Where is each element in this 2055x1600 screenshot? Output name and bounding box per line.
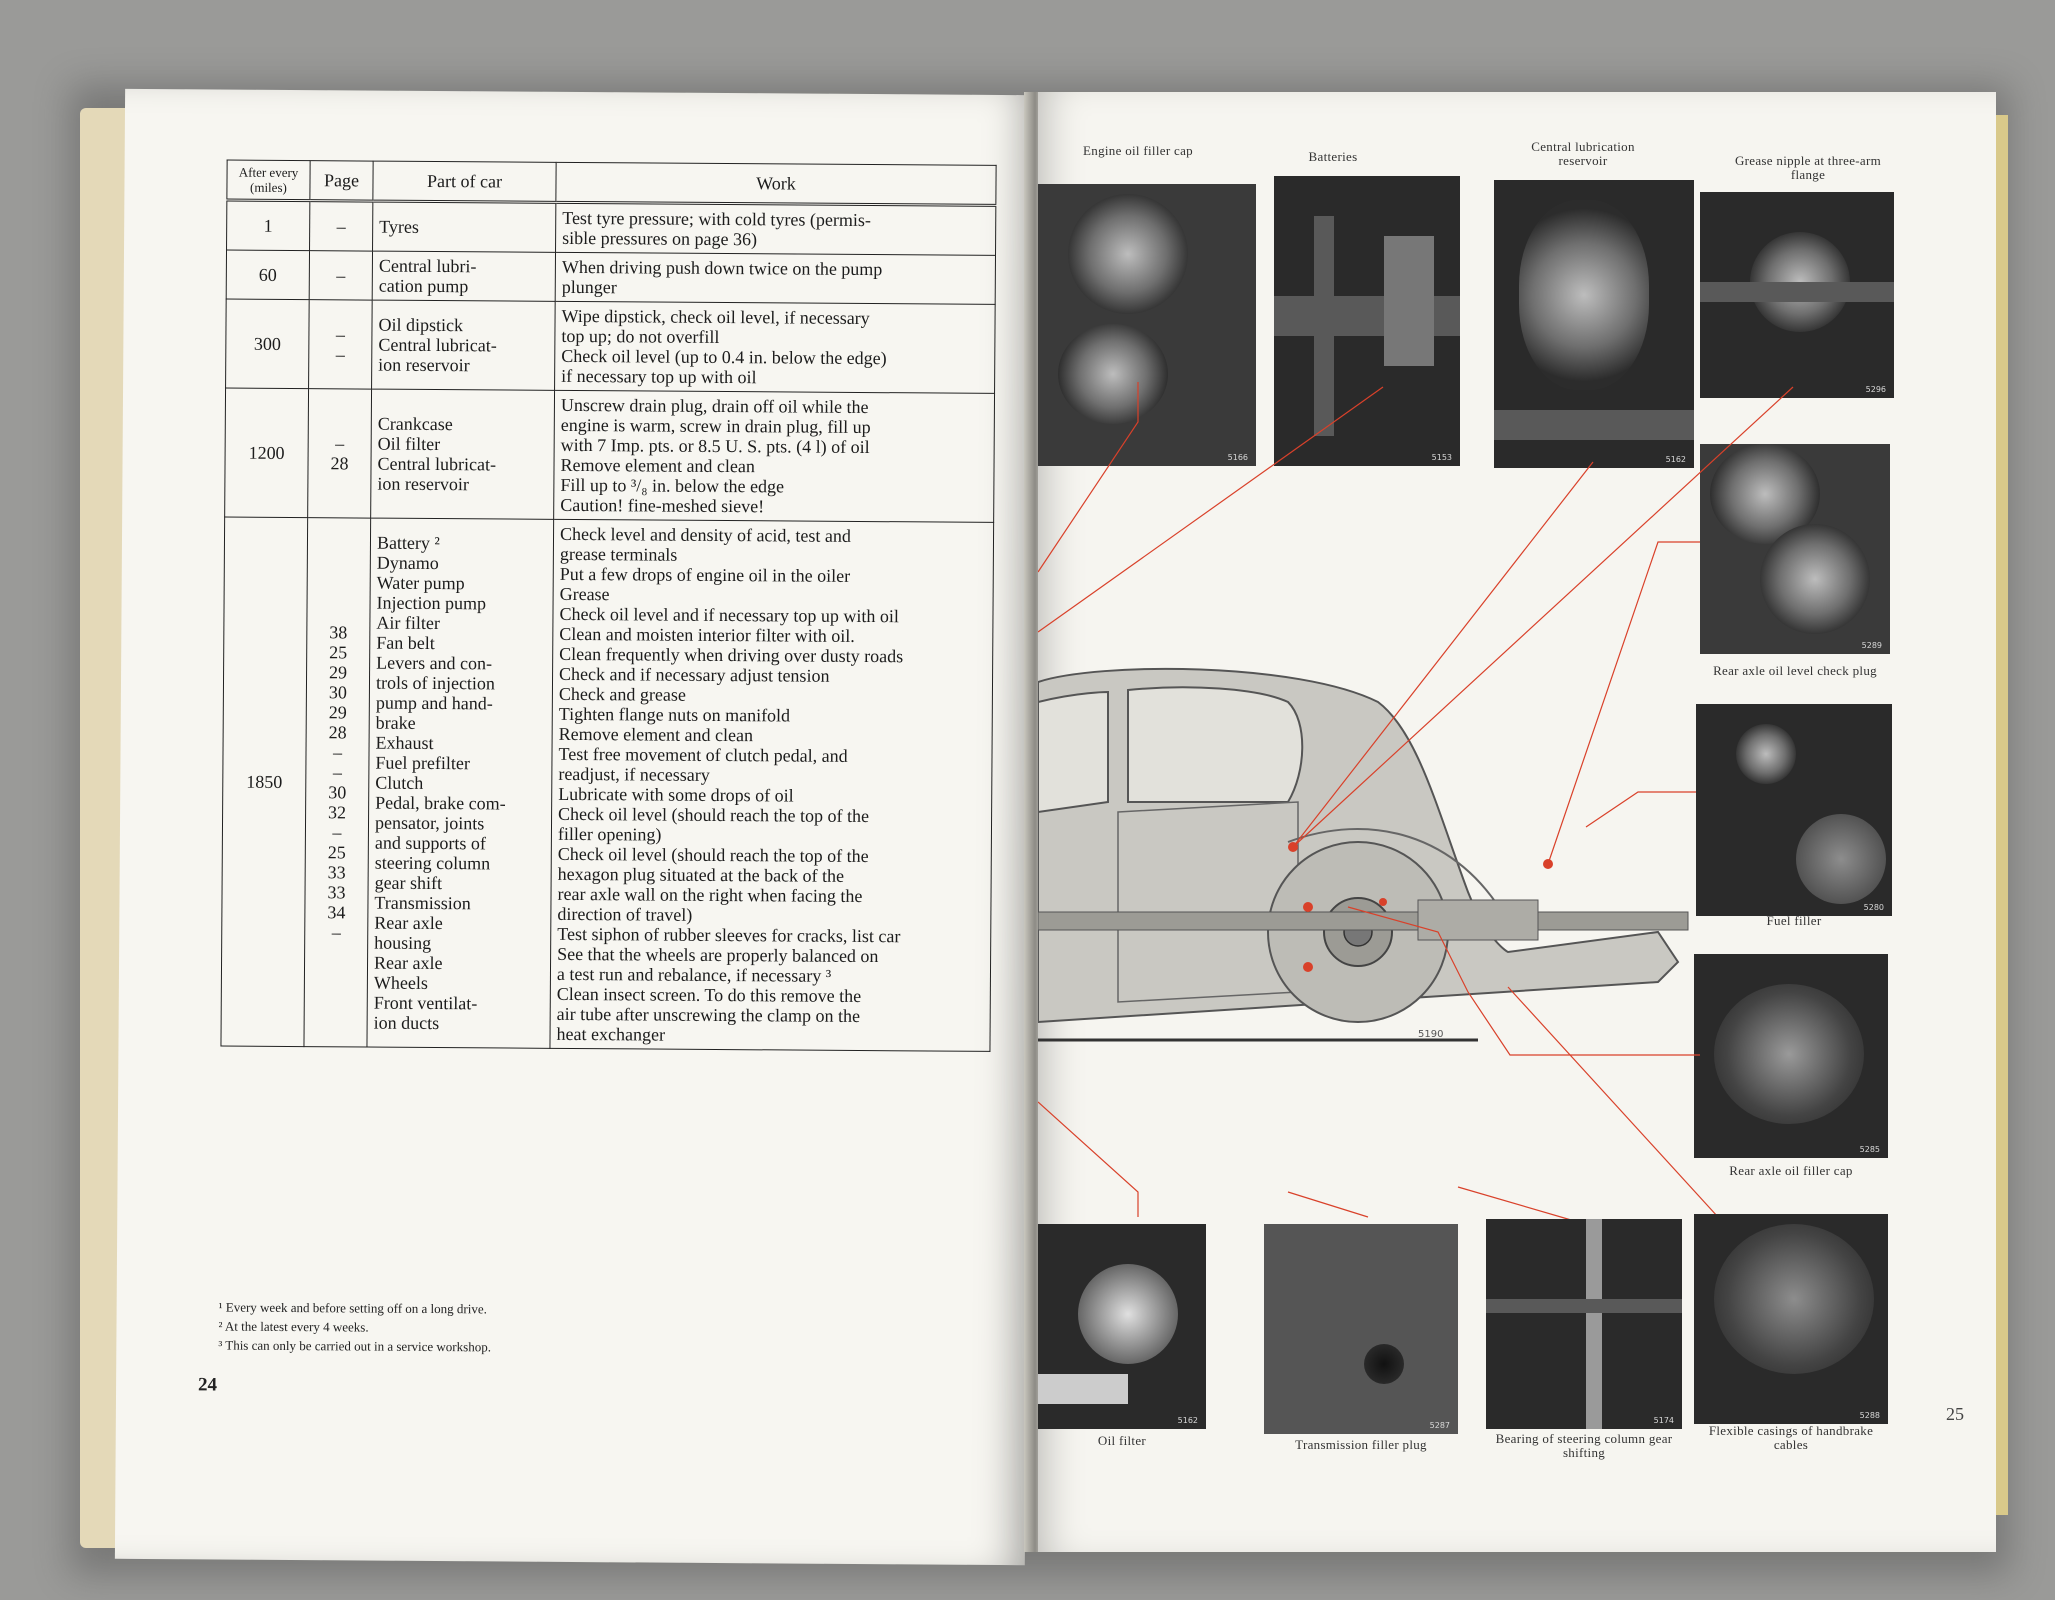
- part-cell-line: pensator, joints: [374, 812, 485, 834]
- work-cell-line: When driving push down twice on the pump: [561, 256, 883, 280]
- photo-oil-filter: 5162: [1038, 1224, 1206, 1429]
- part-cell-line: Crankcase: [377, 413, 453, 435]
- part-cell-line: Fan belt: [376, 632, 435, 654]
- part-cell-line: trols of injection: [375, 672, 496, 694]
- part-cell-line: Water pump: [376, 572, 465, 594]
- work-cell: [555, 252, 995, 304]
- table-row: [221, 517, 994, 1051]
- page-cell: [304, 518, 371, 1047]
- work-cell-line: sible pressures on page 36): [562, 227, 758, 250]
- caption-fuel-filler: Fuel filler: [1766, 913, 1822, 928]
- page-cell: [309, 300, 373, 389]
- work-cell-line: hexagon plug situated at the back of the: [557, 863, 845, 886]
- caption-batteries: Batteries: [1308, 149, 1358, 164]
- part-cell-line: and supports of: [374, 832, 486, 854]
- table-row: [225, 388, 995, 522]
- work-cell-line: Test free movement of clutch pedal, and: [558, 743, 848, 766]
- header-work: Work: [556, 162, 996, 205]
- part-cell-line: Injection pump: [376, 592, 487, 614]
- photo-grease-nipple: 5296: [1700, 192, 1894, 398]
- part-cell-line: Rear axle: [374, 912, 443, 934]
- work-cell-line: air tube after unscrewing the clamp on the: [556, 1003, 861, 1026]
- work-cell-line: a test run and rebalance, if necessary ³: [556, 963, 832, 986]
- part-cell-line: Central lubricat-: [378, 334, 497, 356]
- table-header-row: [227, 160, 996, 205]
- page-cell-line: 32: [328, 802, 347, 823]
- work-cell-line: filler opening): [557, 823, 662, 845]
- work-cell: [556, 202, 996, 255]
- part-cell-line: Front ventilat-: [373, 992, 478, 1014]
- footnote: ¹ Every week and before setting off on a long drive.: [218, 1299, 487, 1317]
- page-cell-line: 28: [328, 722, 347, 743]
- work-cell-line: engine is warm, screw in drain plug, fill up: [560, 414, 871, 438]
- work-cell-line: Test siphon of rubber sleeves for cracks, list car: [557, 923, 901, 947]
- caption-rear-axle-oil-level-check-plug: Rear axle oil level check plug: [1713, 663, 1877, 678]
- page-cell-line: 33: [327, 882, 346, 903]
- footnote: ³ This can only be carried out in a service workshop.: [218, 1337, 492, 1355]
- part-cell-line: Tyres: [379, 216, 419, 237]
- part-cell-line: Wheels: [373, 972, 428, 993]
- part-cell-line: Fuel prefilter: [375, 752, 470, 774]
- part-cell-line: Rear axle: [373, 952, 443, 974]
- work-cell-line: Check oil level and if necessary top up with oil: [559, 603, 899, 627]
- part-cell-line: Oil filter: [377, 433, 441, 455]
- part-cell-line: Central lubricat-: [377, 453, 497, 475]
- interval-cell: 300: [226, 299, 310, 389]
- page-cell-line: –: [331, 922, 341, 943]
- part-cell-line: Clutch: [375, 772, 424, 793]
- page-cell-line: –: [332, 742, 343, 763]
- part-cell: [371, 389, 555, 519]
- caption-grease-nipple: Grease nipple at three-arm flange: [1734, 153, 1882, 182]
- work-cell: [554, 390, 995, 522]
- part-cell-line: Levers and con-: [376, 652, 493, 674]
- part-cell-line: ion reservoir: [378, 354, 470, 376]
- photo-steering-column-bearing: 5174: [1486, 1219, 1682, 1429]
- page-cell: [309, 251, 372, 300]
- part-cell-line: gear shift: [374, 872, 443, 894]
- page-cell: [310, 201, 373, 251]
- work-cell-line: readjust, if necessary: [558, 763, 710, 785]
- work-cell-line: Wipe dipstick, check oil level, if necessary: [561, 305, 870, 329]
- table-body: [221, 200, 996, 1051]
- photo-rear-axle-oil-level-check-plug: 5289: [1700, 444, 1890, 654]
- page-cell-line: –: [332, 822, 342, 843]
- caption-handbrake-cable-casings: Flexible casings of handbrake cables: [1708, 1423, 1874, 1452]
- part-cell-line: ion ducts: [373, 1012, 440, 1034]
- page-cell-line: –: [336, 216, 346, 237]
- work-cell-line: Check and grease: [558, 683, 686, 705]
- svg-text:5190: 5190: [1418, 1029, 1444, 1040]
- page-cell-line: 30: [328, 782, 347, 803]
- maintenance-schedule-table: [220, 160, 996, 1052]
- page-cell-line: 33: [327, 862, 346, 883]
- work-cell-line: plunger: [561, 276, 617, 298]
- work-cell-line: Check level and density of acid, test and: [559, 523, 852, 546]
- part-cell-line: Air filter: [376, 612, 440, 634]
- right-page: [1038, 92, 1996, 1552]
- part-cell-line: Transmission: [374, 892, 471, 914]
- work-cell-line: See that the wheels are properly balanced on: [557, 943, 879, 967]
- work-cell-line: with 7 Imp. pts. or 8.5 U. S. pts. (4 l) of oil: [560, 434, 870, 458]
- work-cell-line: Fill up to ³/₈ in. below the edge: [560, 474, 785, 497]
- work-cell-line: Check oil level (up to 0.4 in. below the edge): [561, 345, 887, 369]
- page-cell-line: 30: [328, 682, 348, 703]
- work-cell-line: top up; do not overfill: [561, 325, 720, 347]
- work-cell-line: direction of travel): [557, 903, 693, 925]
- work-cell-line: Put a few drops of engine oil in the oiler: [559, 563, 851, 586]
- table-row: [226, 250, 995, 304]
- photo-engine-oil-filler-cap: 5166: [1038, 184, 1256, 466]
- header-part: Part of car: [373, 161, 556, 202]
- part-cell-line: pump and hand-: [375, 692, 493, 714]
- part-cell-line: Pedal, brake com-: [375, 792, 506, 814]
- work-cell-line: Tighten flange nuts on manifold: [558, 703, 791, 726]
- page-cell-line: 34: [327, 902, 346, 923]
- header-interval: After every (miles): [227, 160, 310, 201]
- interval-cell: 1: [227, 200, 310, 251]
- part-cell: [367, 518, 554, 1048]
- page-cell-line: –: [335, 324, 346, 345]
- page-cell-line: –: [332, 762, 342, 783]
- work-cell-line: heat exchanger: [556, 1023, 666, 1045]
- part-cell: [372, 300, 556, 390]
- part-cell-line: ion reservoir: [377, 473, 469, 495]
- photo-rear-axle-oil-filler-cap: 5285: [1694, 954, 1888, 1158]
- photo-central-lubrication-reservoir: 5162: [1494, 180, 1694, 468]
- work-cell: [555, 301, 996, 393]
- part-cell-line: Oil dipstick: [378, 314, 464, 336]
- caption-rear-axle-oil-filler-cap: Rear axle oil filler cap: [1729, 1163, 1853, 1178]
- photo-fuel-filler: 5280: [1696, 704, 1892, 916]
- part-cell-line: Exhaust: [375, 732, 434, 754]
- left-page: [115, 89, 1035, 1565]
- page-cell-line: 28: [330, 453, 349, 474]
- work-cell-line: Check and if necessary adjust tension: [558, 663, 830, 686]
- caption-engine-oil-filler-cap: Engine oil filler cap: [1083, 143, 1193, 158]
- page-number-right: 25: [1946, 1404, 1964, 1424]
- caption-transmission-filler-plug: Transmission filler plug: [1295, 1437, 1427, 1452]
- work-cell-line: Grease: [559, 583, 610, 605]
- table-row: [226, 299, 996, 393]
- work-cell-line: rear axle wall on the right when facing the: [557, 883, 863, 907]
- work-cell-line: if necessary top up with oil: [561, 365, 757, 388]
- work-cell-line: Lubricate with some drops of oil: [558, 783, 794, 806]
- caption-oil-filter: Oil filter: [1097, 1433, 1147, 1448]
- header-page: Page: [310, 161, 373, 201]
- footnotes: [218, 1298, 978, 1360]
- part-cell-line: Central lubri-: [378, 255, 477, 277]
- page-cell-line: 25: [327, 842, 346, 863]
- photo-batteries: 5153: [1274, 176, 1460, 466]
- page-cell-line: –: [336, 265, 346, 286]
- work-cell-line: Clean insect screen. To do this remove the: [556, 983, 862, 1007]
- page-cell-line: 29: [328, 702, 347, 723]
- interval-cell: 1850: [221, 517, 308, 1047]
- page-number-left: 24: [198, 1374, 218, 1396]
- part-cell-line: brake: [375, 712, 416, 733]
- caption-steering-column-bearing: Bearing of steering column gear shifting: [1495, 1431, 1673, 1460]
- part-cell-line: steering column: [374, 852, 491, 874]
- work-cell-line: Unscrew drain plug, drain off oil while the: [560, 394, 869, 418]
- page-cell-line: –: [335, 433, 345, 454]
- page-cell-line: 38: [329, 622, 348, 643]
- part-cell-line: Battery ²: [376, 532, 440, 554]
- work-cell-line: Remove element and clean: [558, 723, 754, 746]
- part-cell-line: cation pump: [378, 275, 469, 297]
- caption-central-lubrication-reservoir: Central lubrication reservoir: [1531, 139, 1635, 168]
- page-cell: [308, 389, 372, 518]
- work-cell-line: Check oil level (should reach the top of the: [558, 803, 870, 827]
- work-cell-line: grease terminals: [559, 543, 678, 565]
- interval-cell: 1200: [225, 388, 309, 518]
- photo-handbrake-cable-casings: 5288: [1694, 1214, 1888, 1424]
- work-cell-line: Clean and moisten interior filter with oil.: [559, 623, 855, 646]
- page-cell-line: 29: [329, 662, 348, 683]
- part-cell-line: housing: [374, 932, 432, 953]
- work-cell-line: Caution! fine-meshed sieve!: [560, 494, 765, 517]
- page-cell-line: 25: [329, 642, 348, 663]
- page-cell-line: –: [335, 344, 345, 365]
- part-cell: [373, 201, 556, 252]
- work-cell-line: Test tyre pressure; with cold tyres (permis-: [562, 207, 871, 231]
- work-cell-line: Check oil level (should reach the top of the: [557, 843, 869, 867]
- table-row: [227, 200, 996, 255]
- photo-transmission-filler-plug: 5287: [1264, 1224, 1458, 1434]
- interval-cell: 60: [226, 250, 309, 300]
- footnote: ² At the latest every 4 weeks.: [218, 1318, 369, 1335]
- work-cell-line: Remove element and clean: [560, 454, 756, 477]
- part-cell-line: Dynamo: [376, 552, 439, 574]
- part-cell: [372, 251, 555, 301]
- work-cell-line: Clean frequently when driving over dusty roads: [559, 643, 904, 667]
- work-cell: [550, 519, 994, 1051]
